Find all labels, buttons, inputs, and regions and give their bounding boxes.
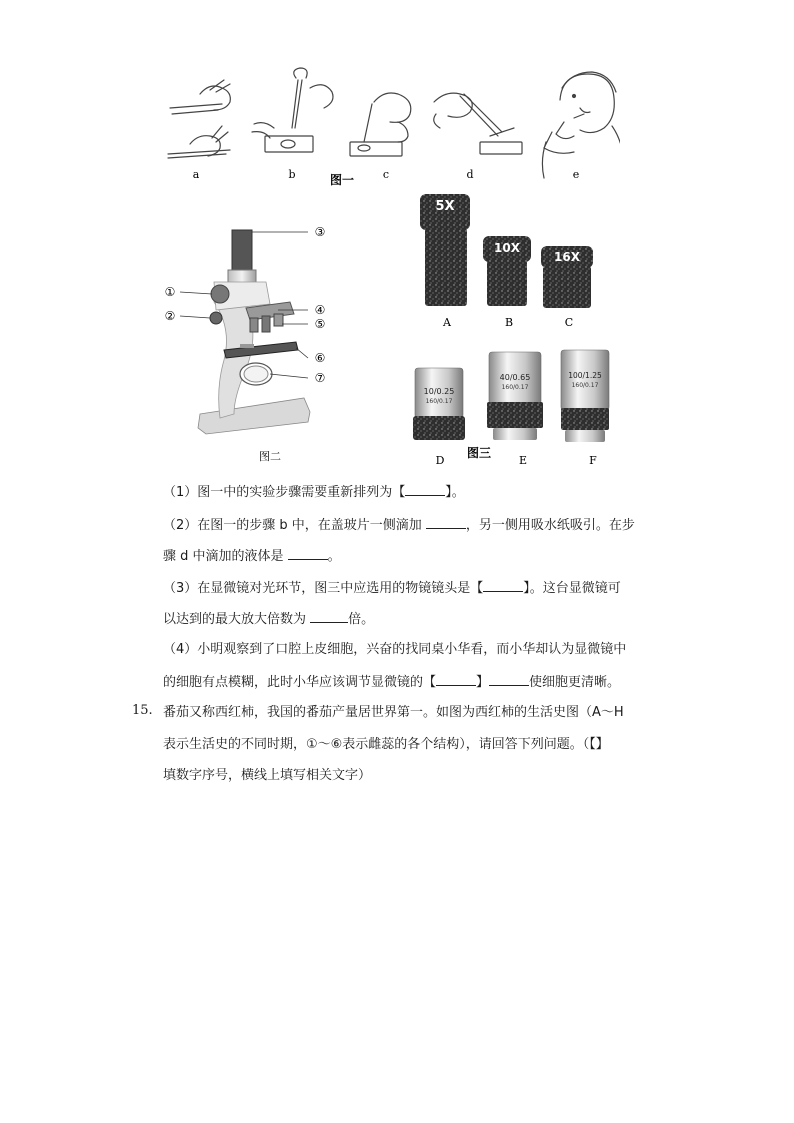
- objective-D-sub: 160/0.17: [425, 398, 453, 405]
- question-4-text-d: 使细胞更清晰。: [529, 675, 621, 690]
- answer-blank-4a[interactable]: [436, 671, 476, 686]
- callout-2: ②: [164, 309, 176, 323]
- objective-D-mark: 10/0.25: [423, 387, 455, 396]
- question-1-tail: 】。: [445, 485, 465, 500]
- question-3-line-1: [163, 577, 621, 599]
- objective-label-D: D: [435, 454, 445, 467]
- objective-F-sub: 160/0.17: [571, 382, 599, 389]
- callout-6: ⑥: [314, 351, 326, 365]
- question-15-line-3: 填数字序号，横线上填写相关文字）: [163, 768, 372, 783]
- callout-5: ⑤: [314, 317, 326, 331]
- step-label-a: a: [192, 168, 200, 181]
- figure-2: [158, 222, 333, 467]
- step-label-e: e: [572, 168, 580, 181]
- question-15-number: 15.: [132, 703, 153, 718]
- eyepiece-A: [420, 194, 470, 306]
- question-2-text-c: 骤 d 中滴加的液体是: [163, 549, 288, 564]
- figure-2-title: 图二: [259, 450, 281, 463]
- eyepiece-C-mark: 16X: [554, 250, 580, 264]
- figure-1: [160, 66, 620, 190]
- objective-E: [487, 352, 543, 440]
- callout-1: ①: [164, 285, 176, 299]
- answer-blank-3b[interactable]: [310, 608, 348, 623]
- step-a-drawing: [168, 80, 230, 158]
- step-label-b: b: [288, 168, 296, 181]
- question-1-text: （1）图一中的实验步骤需要重新排列为【: [163, 485, 406, 500]
- question-2-text-b: ，另一侧用吸水纸吸引。在步: [465, 518, 635, 533]
- eyepiece-label-A: A: [443, 316, 451, 329]
- objective-D: [413, 368, 465, 440]
- figure-1-illustration: [160, 66, 620, 190]
- figure-3: [405, 188, 610, 468]
- objective-label-E: E: [518, 454, 528, 467]
- question-3-text-a: （3）在显微镜对光环节，图三中应选用的物镜镜头是【: [163, 581, 484, 596]
- question-2-line-1: [163, 514, 635, 536]
- step-c-drawing: [350, 93, 411, 156]
- lenses-illustration: [405, 188, 610, 468]
- question-2-text-a: （2）在图一的步骤 b 中，在盖玻片一侧滴加: [163, 518, 426, 533]
- objective-F: [561, 350, 609, 442]
- answer-blank-1[interactable]: [405, 481, 445, 496]
- question-4-text-b: 的细胞有点模糊，此时小华应该调节显微镜的【: [163, 675, 437, 690]
- figure-1-title: 图一: [329, 173, 355, 187]
- objective-E-mark: 40/0.65: [499, 373, 531, 382]
- question-4-line-1: [163, 640, 626, 660]
- step-b-drawing: [252, 68, 333, 152]
- answer-blank-3a[interactable]: [483, 577, 523, 592]
- step-d-drawing: [434, 93, 522, 154]
- answer-blank-2a[interactable]: [426, 514, 466, 529]
- step-label-c: c: [382, 168, 390, 181]
- objective-E-sub: 160/0.17: [501, 384, 529, 391]
- callout-3: ③: [314, 225, 326, 239]
- figure-3-title: 图三: [466, 446, 492, 460]
- microscope-diagram: [158, 222, 333, 467]
- question-15-line-2: 表示生活史的不同时期，①～⑥表示雌蕊的各个结构），请回答下列问题。（【】: [163, 737, 609, 752]
- eyepiece-C: [541, 246, 593, 308]
- question-4-text-c: 】: [476, 675, 490, 690]
- eyepiece-A-mark: 5X: [435, 199, 455, 214]
- objective-label-F: F: [589, 454, 597, 467]
- eyepiece-B: [483, 236, 531, 306]
- question-3-text-c: 以达到的最大放大倍数为: [163, 612, 311, 627]
- question-1: [163, 481, 465, 503]
- step-e-drawing: [542, 72, 620, 178]
- callout-4: ④: [314, 303, 326, 317]
- question-3-line-2: [163, 608, 374, 630]
- answer-blank-2b[interactable]: [288, 545, 328, 560]
- eyepiece-label-C: C: [564, 316, 574, 329]
- question-15-line-1: 番茄又称西红柿，我国的番茄产量居世界第一。如图为西红柿的生活史图（A～H: [163, 705, 624, 720]
- eyepiece-label-B: B: [504, 316, 514, 329]
- question-3-text-b: 】。这台显微镜可: [523, 581, 621, 596]
- question-2-text-d: 。: [327, 549, 341, 564]
- objective-F-mark: 100/1.25: [568, 371, 602, 380]
- eyepiece-B-mark: 10X: [494, 241, 520, 255]
- answer-blank-4b[interactable]: [489, 671, 529, 686]
- question-2-line-2: [163, 545, 341, 567]
- question-3-text-d: 倍。: [348, 612, 375, 627]
- question-4-text-a: （4）小明观察到了口腔上皮细胞，兴奋的找同桌小华看，而小华却认为显微镜中: [163, 642, 627, 657]
- step-label-d: d: [466, 168, 474, 181]
- callout-7: ⑦: [314, 371, 326, 385]
- question-4-line-2: [163, 671, 620, 693]
